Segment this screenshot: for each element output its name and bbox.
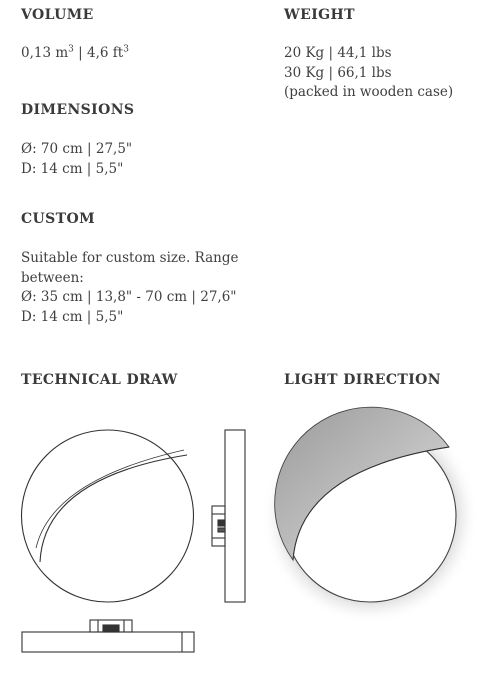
weight-line: 30 Kg | 66,1 lbs [284, 64, 392, 81]
light-direction-heading: LIGHT DIRECTION [284, 372, 441, 388]
weight-heading: WEIGHT [284, 7, 355, 23]
custom-heading: CUSTOM [21, 211, 95, 227]
dimensions-line: Ø: 70 cm | 27,5" [21, 141, 133, 157]
volume-metric-exponent: 3 [68, 44, 74, 55]
weight-line: (packed in wooden case) [284, 84, 454, 100]
dimensions-heading: DIMENSIONS [21, 102, 135, 118]
volume-metric: 0,13 m [21, 45, 69, 61]
dimensions-line: D: 14 cm | 5,5" [21, 160, 124, 177]
weight-line: 20 Kg | 44,1 lbs [284, 45, 392, 61]
custom-line: D: 14 cm | 5,5" [21, 308, 124, 325]
custom-line: between: [21, 269, 84, 286]
volume-imperial-exponent: 3 [123, 44, 129, 55]
technical-draw-heading: TECHNICAL DRAW [21, 372, 178, 388]
custom-line: Suitable for custom size. Range [21, 250, 239, 266]
custom-line: Ø: 35 cm | 13,8" - 70 cm | 27,6" [21, 289, 237, 305]
volume-imperial: | 4,6 ft [73, 45, 124, 61]
volume-heading: VOLUME [21, 7, 94, 23]
